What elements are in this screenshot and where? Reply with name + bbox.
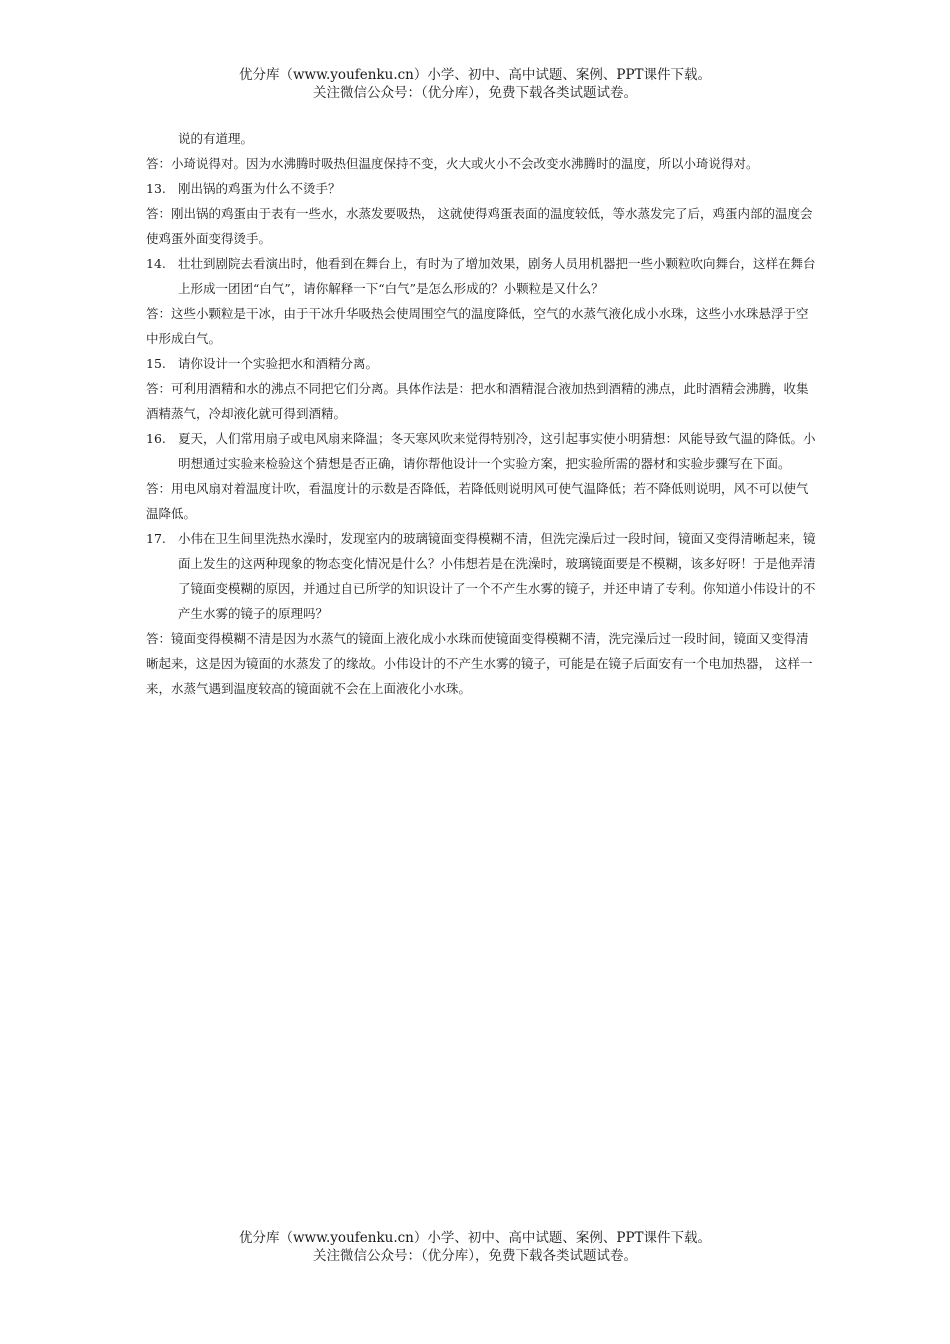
continued-text: 说的有道理。 xyxy=(178,131,254,146)
question-number: 13. xyxy=(146,181,166,196)
question-text: 壮壮到剧院去看演出时，他看到在舞台上，有时为了增加效果，剧务人员用机器把一些小颗粒吹向舞台，这样在舞台上形成一团团“白气”，请你解释一下“白气”是怎么形成的？小颗粒是又什么？ xyxy=(178,256,816,296)
document-body xyxy=(146,126,818,701)
question-text: 小伟在卫生间里洗热水澡时，发现室内的玻璃镜面变得模糊不清，但洗完澡后过一段时间，镜面又变得清晰起来，镜面上发生的这两种现象的物态变化情况是什么？小伟想若是在洗澡时，玻璃镜面要是不模糊，该多好呀！于是他弄清了镜面变模糊的原因，并通过自已所学的知识设计了一个不产生水雾的镜子，并还申请了专利。你知道小伟设计的不产生水雾的镜子的原理吗？ xyxy=(178,531,816,621)
answer-17: 答：镜面变得模糊不清是因为水蒸气的镜面上液化成小水珠而使镜面变得模糊不清，洗完澡后过一段时间，镜面又变得清晰起来，这是因为镜面的水蒸发了的缘故。小伟设计的不产生水雾的镜子，可能是在镜子后面安有一个电加热器， 这样一来，水蒸气遇到温度较高的镜面就不会在上面液化小水珠。 xyxy=(146,631,813,696)
answer-12: 答：小琦说得对。因为水沸腾时吸热但温度保持不变，火大或火小不会改变水沸腾时的温度，所以小琦说得对。 xyxy=(146,156,759,171)
question-16 xyxy=(146,426,818,476)
question-number: 15. xyxy=(146,356,166,371)
question-number: 16. xyxy=(146,431,166,446)
answer-14: 答：这些小颗粒是干冰，由于干冰升华吸热会使周围空气的温度降低，空气的水蒸气液化成小水珠，这些小水珠悬浮于空中形成白气。 xyxy=(146,306,809,346)
question-number: 14. xyxy=(146,256,166,271)
footer-line-1: 优分库（www.youfenku.cn）小学、初中、高中试题、案例、PPT课件下载。 xyxy=(238,1230,712,1246)
question-14 xyxy=(146,251,818,301)
question-13 xyxy=(146,176,818,201)
question-text: 请你设计一个实验把水和酒精分离。 xyxy=(178,356,379,371)
footer-line-2: 关注微信公众号：（优分库），免费下载各类试题试卷。 xyxy=(313,1248,637,1264)
question-number: 17. xyxy=(146,531,166,546)
page-footer xyxy=(0,1229,950,1265)
answer-15: 答：可利用酒精和水的沸点不同把它们分离。具体作法是：把水和酒精混合液加热到酒精的沸点，此时酒精会沸腾，收集酒精蒸气，冷却液化就可得到酒精。 xyxy=(146,381,809,421)
question-text: 刚出锅的鸡蛋为什么不烫手？ xyxy=(178,181,341,196)
page-header xyxy=(0,66,950,102)
answer-16: 答：用电风扇对着温度计吹，看温度计的示数是否降低，若降低则说明风可使气温降低；若不降低则说明，风不可以使气温降低。 xyxy=(146,481,809,521)
question-17 xyxy=(146,526,818,626)
answer-13: 答：刚出锅的鸡蛋由于表有一些水，水蒸发要吸热， 这就使得鸡蛋表面的温度较低，等水蒸发完了后，鸡蛋内部的温度会使鸡蛋外面变得烫手。 xyxy=(146,206,813,246)
header-line-1: 优分库（www.youfenku.cn）小学、初中、高中试题、案例、PPT课件下载。 xyxy=(238,67,712,83)
question-text: 夏天，人们常用扇子或电风扇来降温；冬天寒风吹来觉得特别冷，这引起事实使小明猜想：风能导致气温的降低。小明想通过实验来检验这个猜想是否正确，请你帮他设计一个实验方案，把实验所需的器材和实验步骤写在下面。 xyxy=(178,431,816,471)
header-line-2: 关注微信公众号：（优分库），免费下载各类试题试卷。 xyxy=(313,85,637,101)
question-15 xyxy=(146,351,818,376)
